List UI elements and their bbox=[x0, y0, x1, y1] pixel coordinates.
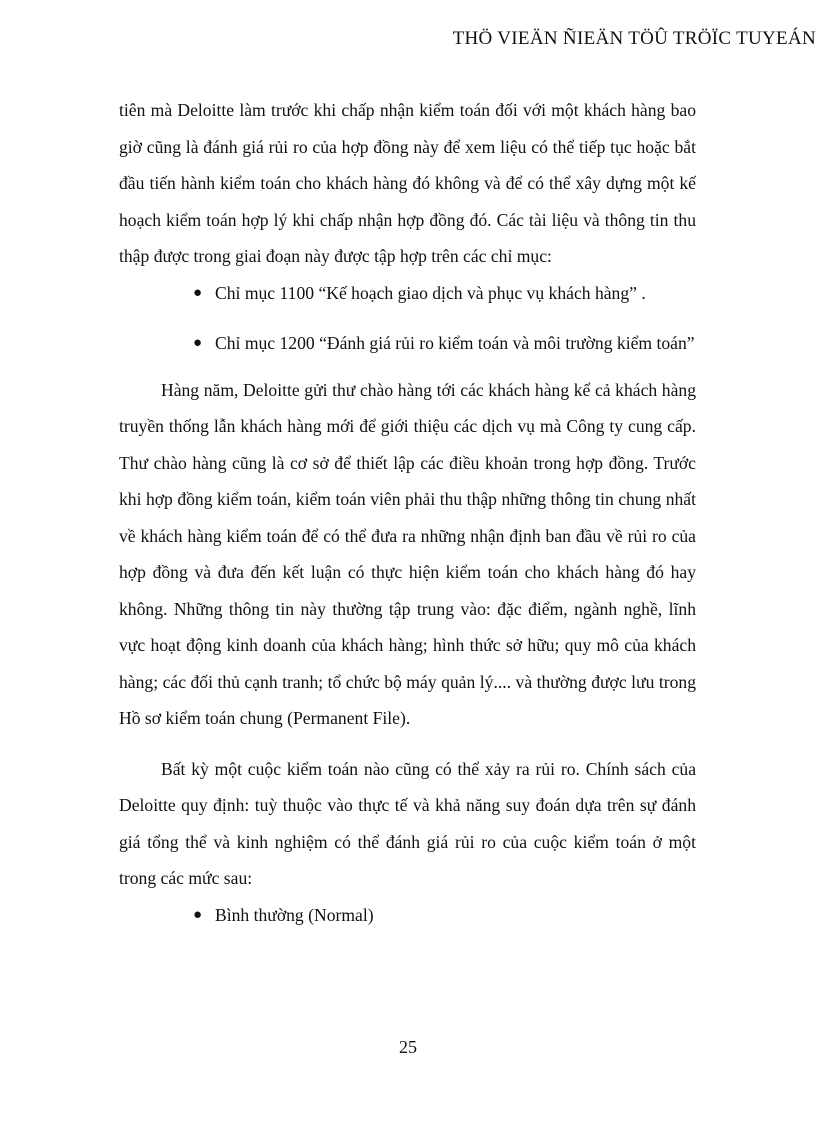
page-number: 25 bbox=[399, 1037, 417, 1057]
bullet-icon: ● bbox=[193, 284, 203, 301]
paragraph-risk-policy: Bất kỳ một cuộc kiểm toán nào cũng có thể xảy ra rủi ro. Chính sách của Deloitte quy định: tuỳ thuộc vào thực tế và khả năng suy đoán dựa trên sự đánh giá tổng thể và kinh nghiệm có thể đánh giá rủi ro của cuộc kiểm toán ở một trong các mức sau: bbox=[119, 758, 696, 888]
bullet-icon: ● bbox=[193, 335, 203, 351]
running-header: THÖ VIEÄN ÑIEÄN TÖÛ TRÖÏC TUYEÁN bbox=[452, 28, 816, 49]
list-item-text: Bình thường (Normal) bbox=[215, 904, 374, 925]
paragraph-client-offer: Hàng năm, Deloitte gửi thư chào hàng tới các khách hàng kể cả khách hàng truyền thống lẫn khách hàng mới để giới thiệu các dịch vụ mà Công ty cung cấp. Thư chào hàng cũng là cơ sở để thiết lập các điều khoản trong hợp đồng. Trước khi hợp đồng kiểm toán, kiểm toán viên phải thu thập những thông tin chung nhất về khách hàng kiểm toán để có thể đưa ra những nhận định ban đầu về rủi ro của hợp đồng và đưa đến kết luận có thực hiện kiểm toán cho khách hàng đó hay không. Những thông tin này thường tập trung vào: đặc điểm, ngành nghề, lĩnh vực hoạt động kinh doanh của khách hàng; hình thức sở hữu; quy mô của khách hàng; các đối thủ cạnh tranh; tổ chức bộ máy quản lý.... và thường được lưu trong Hồ sơ kiểm toán chung (Permanent File). bbox=[119, 379, 696, 728]
page-body bbox=[119, 92, 696, 933]
list-item-text: Chỉ mục 1200 “Đánh giá rủi ro kiểm toán và môi trường kiểm toán” bbox=[215, 333, 695, 353]
paragraph-intro: tiên mà Deloitte làm trước khi chấp nhận kiểm toán đối với một khách hàng bao giờ cũng là đánh giá rủi ro của hợp đồng này để xem liệu có thể tiếp tục hoặc bắt đầu tiến hành kiểm toán cho khách hàng đó không và để có thể xây dựng một kế hoạch kiểm toán hợp lý khi chấp nhận hợp đồng đó. Các tài liệu và thông tin thu thập được trong giai đoạn này được tập hợp trên các chỉ mục: bbox=[119, 100, 696, 266]
list-item bbox=[119, 897, 696, 934]
list-item bbox=[119, 275, 696, 312]
risk-level-list bbox=[119, 897, 696, 934]
list-item-text: Chỉ mục 1100 “Kế hoạch giao dịch và phục vụ khách hàng” . bbox=[215, 282, 646, 303]
list-item bbox=[119, 325, 696, 362]
bullet-icon: ● bbox=[193, 906, 203, 923]
index-list bbox=[119, 275, 696, 362]
